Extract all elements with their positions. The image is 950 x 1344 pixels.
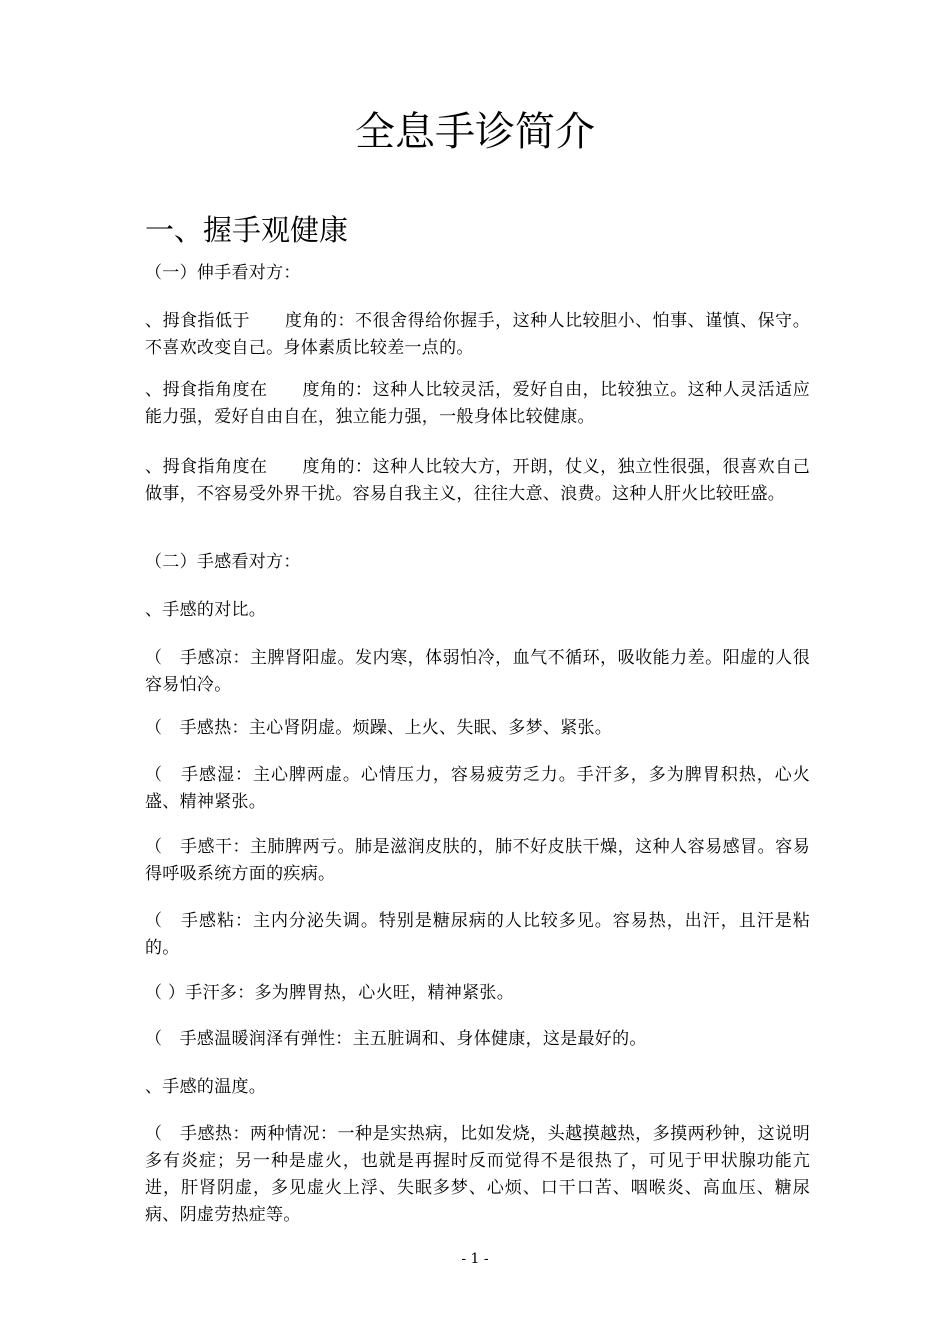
paragraph: （ 手感凉：主脾肾阳虚。发内寒，体弱怕冷，血气不循环，吸收能力差。阳虚的人很容易怕冷。 — [145, 648, 810, 695]
paragraph: （ 手感干：主肺脾两亏。肺是滋润皮肤的，肺不好皮肤干燥，这种人容易感冒。容易得呼吸系统方面的疾病。 — [145, 837, 810, 884]
document-title: 全息手诊简介 — [355, 109, 595, 155]
page-number: - 1 - — [461, 1251, 489, 1267]
subsection-heading: （一）伸手看对方： — [145, 263, 301, 283]
paragraph: 、手感的温度。 — [145, 1077, 267, 1097]
paragraph: （ 手感湿：主心脾两虚。心情压力，容易疲劳乏力。手汗多，多为脾胃积热，心火盛、精神紧张。 — [145, 765, 810, 812]
paragraph: （ 手感热：主心肾阴虚。烦躁、上火、失眠、多梦、紧张。 — [145, 718, 613, 738]
section-heading: 一、握手观健康 — [145, 213, 349, 247]
paragraph: 、拇食指低于 度角的：不很舍得给你握手，这种人比较胆小、怕事、谨慎、保守。不喜欢改变自己。身体素质比较差一点的。 — [145, 311, 810, 358]
paragraph: 、手感的对比。 — [145, 600, 267, 620]
paragraph: （ 手感温暖润泽有弹性：主五脏调和、身体健康，这是最好的。 — [145, 1029, 647, 1049]
paragraph: 、拇食指角度在 度角的：这种人比较大方，开朗，仗义，独立性很强，很喜欢自己做事，不容易受外界干扰。容易自我主义，往往大意、浪费。这种人肝火比较旺盛。 — [145, 457, 810, 504]
subsection-heading: （二）手感看对方： — [145, 552, 301, 572]
paragraph: 、拇食指角度在 度角的：这种人比较灵活，爱好自由，比较独立。这种人灵活适应能力强，爱好自由自在，独立能力强，一般身体比较健康。 — [145, 380, 810, 427]
paragraph: （ ）手汗多：多为脾胃热，心火旺，精神紧张。 — [145, 983, 515, 1003]
paragraph: （ 手感粘：主内分泌失调。特别是糖尿病的人比较多见。容易热，出汗，且汗是粘的。 — [145, 911, 810, 958]
paragraph: （ 手感热：两种情况：一种是实热病，比如发烧，头越摸越热，多摸两秒钟，这说明多有炎症；另一种是虚火，也就是再握时反而觉得不是很热了，可见于甲状腺功能亢进，肝肾阴虚，多见虚火上浮、失眠多梦、心烦、口干口苦、咽喉炎、高血压、糖尿病、阴虚劳热症等。 — [145, 1124, 810, 1225]
